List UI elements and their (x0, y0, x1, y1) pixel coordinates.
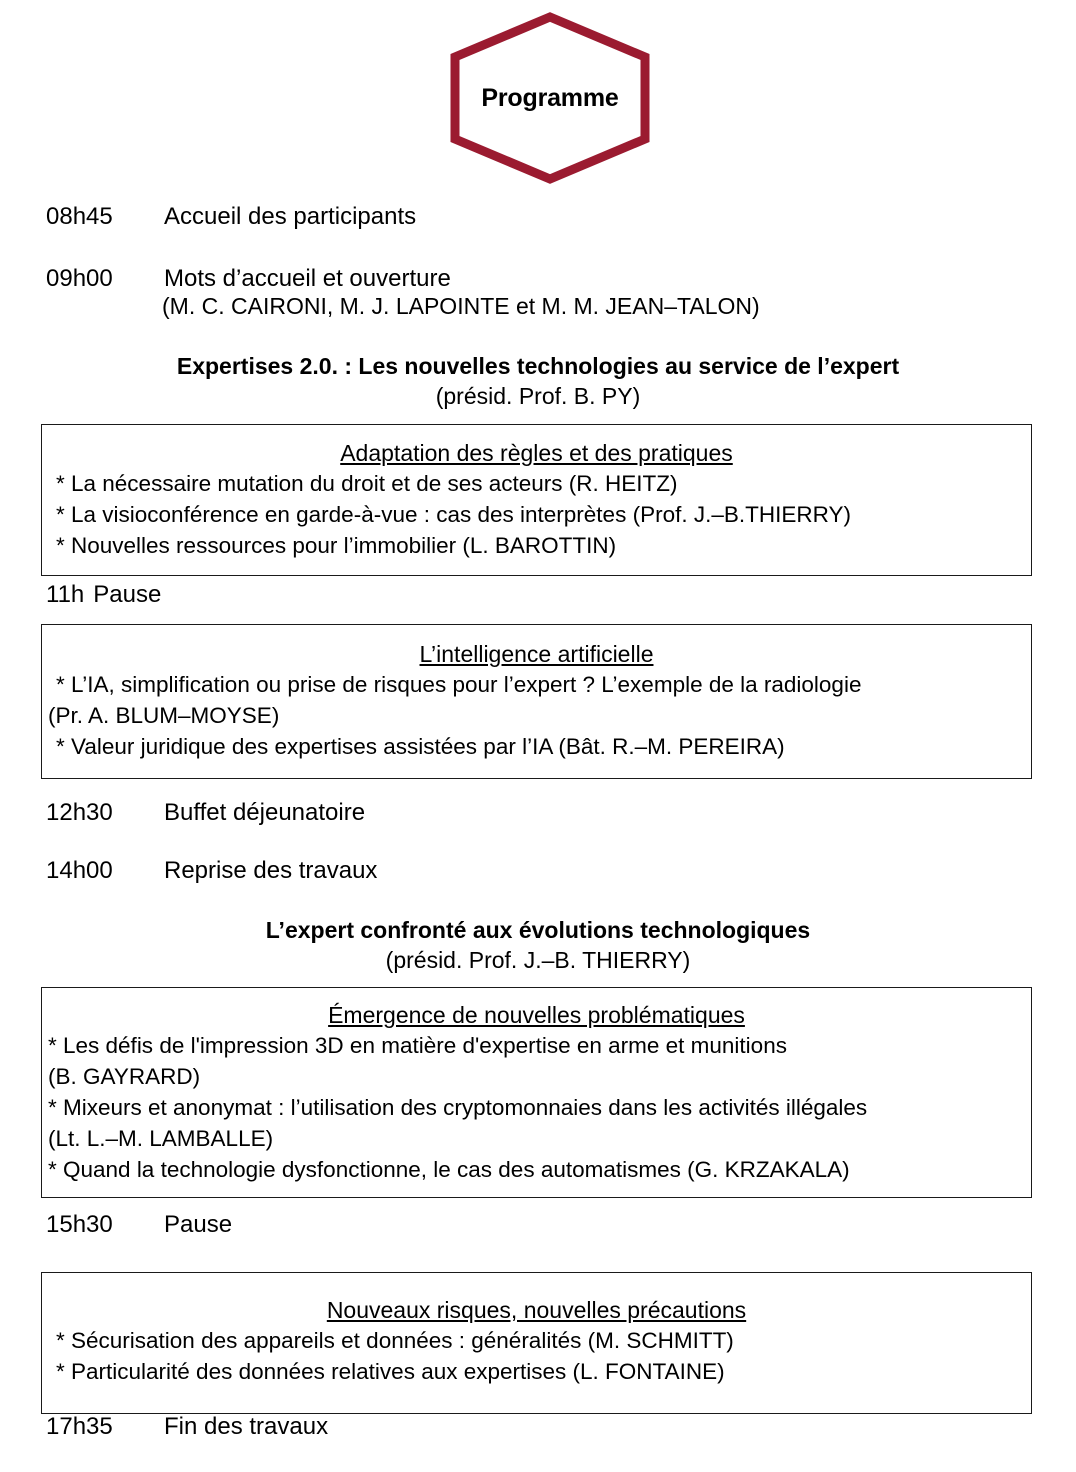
block-title: L’intelligence artificielle (419, 641, 654, 667)
session-block-nouveaux-risques (41, 1272, 1032, 1414)
schedule-description: Mots d’accueil et ouverture (164, 265, 451, 292)
session-block-intelligence-artificielle (41, 624, 1032, 779)
schedule-time: 14h00 (46, 857, 113, 884)
schedule-row-1230 (46, 798, 365, 828)
list-item: (Pr. A. BLUM–MOYSE) (48, 703, 280, 728)
list-item: * Mixeurs et anonymat : l’utilisation des cryptomonnaies dans les activités illégales (48, 1095, 868, 1120)
block-title: Émergence de nouvelles problématiques (328, 1002, 745, 1028)
programme-badge (447, 12, 653, 184)
schedule-description: Accueil des participants (164, 203, 417, 230)
schedule-time: 12h30 (46, 799, 113, 826)
list-item: * Sécurisation des appareils et données : généralités (M. SCHMITT) (56, 1328, 734, 1353)
schedule-description: Fin des travaux (164, 1413, 329, 1440)
schedule-row-0845 (46, 202, 416, 232)
schedule-description: Pause (164, 1211, 233, 1238)
block-item-list (48, 669, 1025, 762)
schedule-row-1530 (46, 1210, 232, 1240)
block-item-list (48, 468, 1025, 561)
schedule-row-1400 (46, 856, 377, 886)
schedule-time: 08h45 (46, 203, 113, 230)
session-block-emergence (41, 987, 1032, 1198)
schedule-time: 11h (46, 581, 85, 608)
list-item: (B. GAYRARD) (48, 1064, 201, 1089)
list-item: * Les défis de l'impression 3D en matière d'expertise en arme et munitions (48, 1033, 787, 1058)
schedule-row-11h-pause (46, 580, 161, 610)
list-item: * La visioconférence en garde-à-vue : cas des interprètes (Prof. J.–B.THIERRY) (56, 502, 851, 527)
block-title: Nouveaux risques, nouvelles précautions (326, 1297, 747, 1323)
list-item: * Valeur juridique des expertises assistées par l’IA (Bât. R.–M. PEREIRA) (56, 734, 785, 759)
schedule-row-0900 (46, 264, 451, 294)
session-title-1: Expertises 2.0. : Les nouvelles technologies au service de l’expert (176, 353, 900, 379)
block-item-list (48, 1030, 1025, 1185)
list-item: * L’IA, simplification ou prise de risques pour l’expert ? L’exemple de la radiologie (56, 672, 862, 697)
schedule-description: Pause (93, 581, 162, 608)
session-chair-1: (présid. Prof. B. PY) (435, 383, 641, 409)
page-title: Programme (481, 83, 619, 112)
list-item: * Nouvelles ressources pour l’immobilier (L. BAROTTIN) (56, 533, 617, 558)
schedule-row-1735 (46, 1412, 328, 1442)
schedule-time: 17h35 (46, 1413, 113, 1440)
block-title: Adaptation des règles et des pratiques (340, 440, 733, 466)
schedule-description: Reprise des travaux (164, 857, 378, 884)
session-block-adaptation (41, 424, 1032, 576)
session-chair-2: (présid. Prof. J.–B. THIERRY) (385, 947, 691, 973)
list-item: * La nécessaire mutation du droit et de ses acteurs (R. HEITZ) (56, 471, 678, 496)
list-item: * Particularité des données relatives aux expertises (L. FONTAINE) (56, 1359, 725, 1384)
schedule-speakers: (M. C. CAIRONI, M. J. LAPOINTE et M. M. JEAN–TALON) (162, 293, 760, 319)
list-item: (Lt. L.–M. LAMBALLE) (48, 1126, 274, 1151)
schedule-time: 15h30 (46, 1211, 113, 1238)
list-item: * Quand la technologie dysfonctionne, le cas des automatismes (G. KRZAKALA) (48, 1157, 850, 1182)
schedule-time: 09h00 (46, 265, 113, 292)
schedule-description: Buffet déjeunatoire (164, 799, 366, 826)
block-item-list (48, 1325, 1025, 1387)
session-title-2: L’expert confronté aux évolutions technologiques (265, 917, 811, 943)
